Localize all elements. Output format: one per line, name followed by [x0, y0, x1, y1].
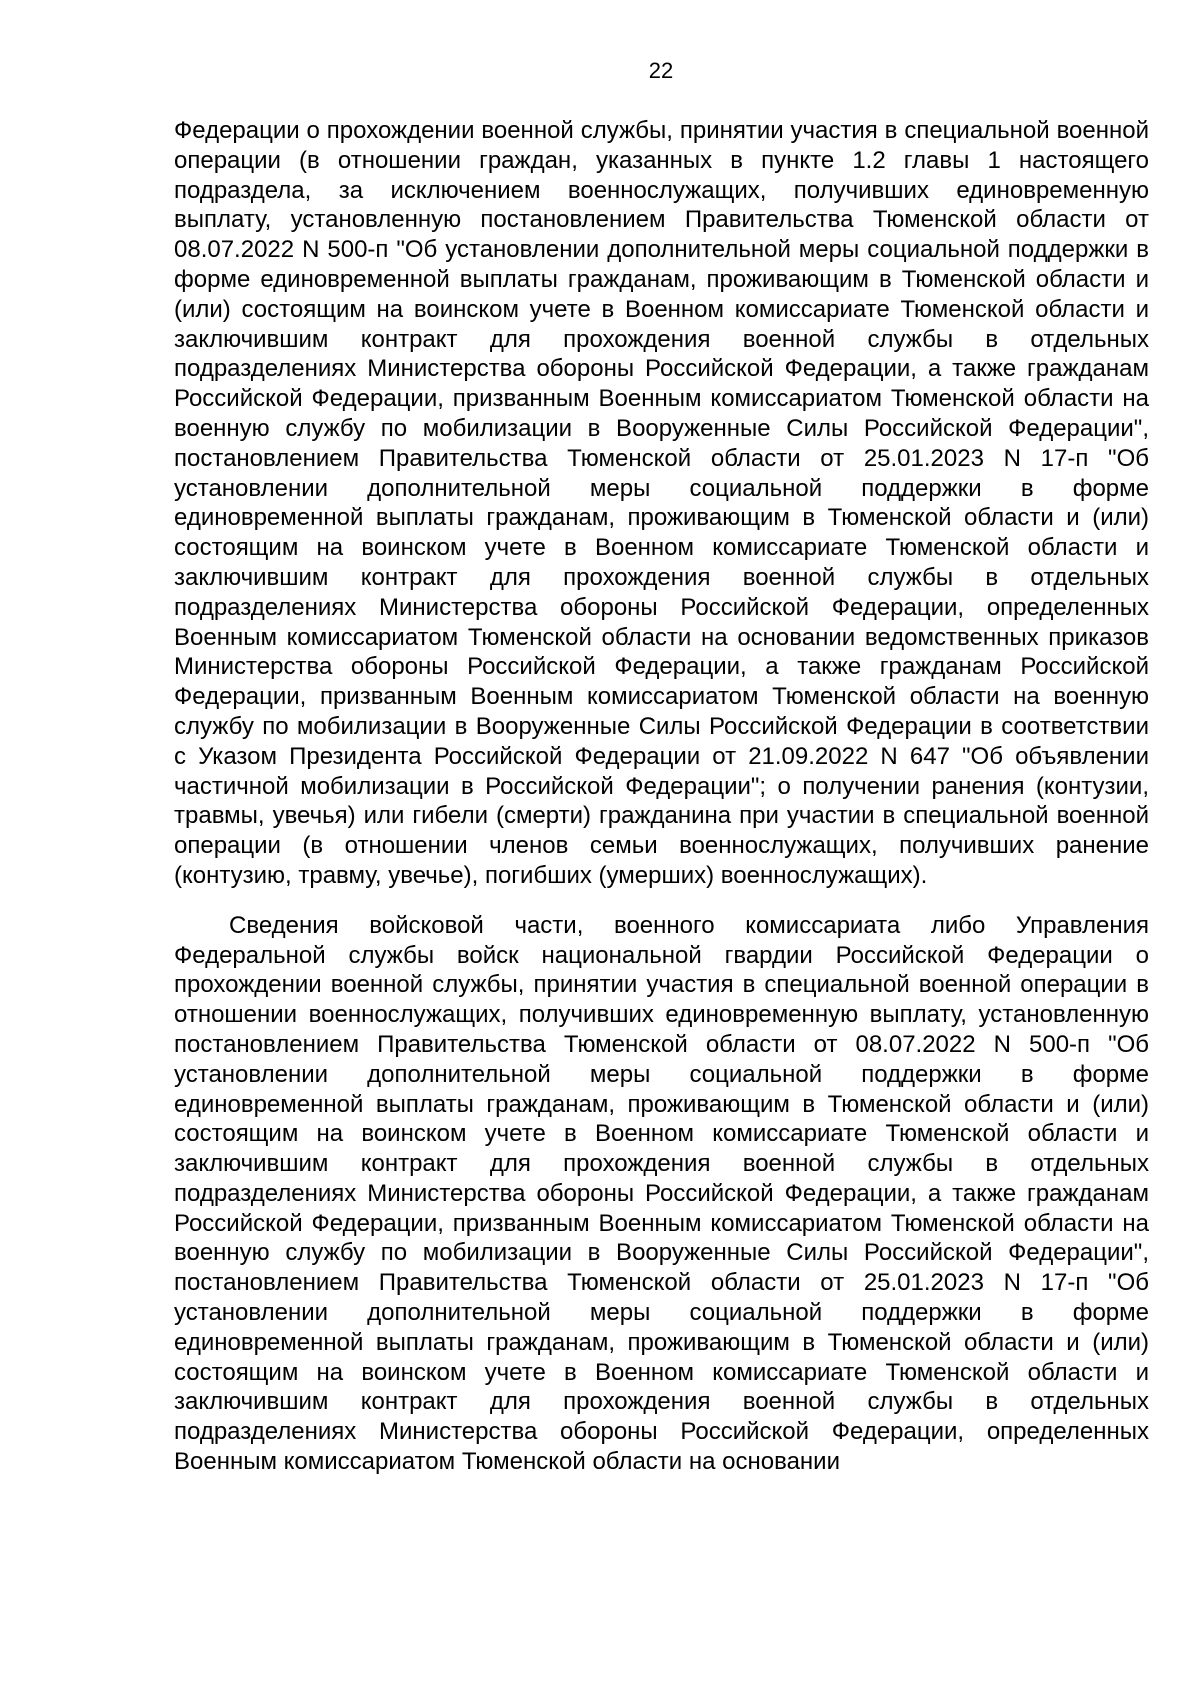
page-number: 22: [648, 58, 674, 83]
paragraph-continuation: Федерации о прохождении военной службы, принятии участия в специальной военной операции (в отношении граждан, указанных в пункте 1.2 главы 1 настоящего подраздела, за исключением военнослужащих, получивших единовременную выплату, установленную постановлением Правительства Тюменской области от 08.07.2022 N 500-п "Об установлении дополнительной меры социальной поддержки в форме единовременной выплаты гражданам, проживающим в Тюменской области и (или) состоящим на воинском учете в Военном комиссариате Тюменской области и заключившим контракт для прохождения военной службы в отдельных подразделениях Министерства обороны Российской Федерации, а также гражданам Российской Федерации, призванным Военным комиссариатом Тюменской области на военную службу по мобилизации в Вооруженные Силы Российской Федерации", постановлением Правительства Тюменской области от 25.01.2023 N 17-п "Об установлении дополнительной меры социальной поддержки в форме единовременной выплаты гражданам, проживающим в Тюменской области и (или) состоящим на воинском учете в Военном комиссариате Тюменской области и заключившим контракт для прохождения военной службы в отдельных подразделениях Министерства обороны Российской Федерации, определенных Военным комиссариатом Тюменской области на основании ведомственных приказов Министерства обороны Российской Федерации, а также гражданам Российской Федерации, призванным Военным комиссариатом Тюменской области на военную службу по мобилизации в Вооруженные Силы Российской Федерации в соответствии с Указом Президента Российской Федерации от 21.09.2022 N 647 "Об объявлении частичной мобилизации в Российской Федерации"; о получении ранения (контузии, травмы, увечья) или гибели (смерти) гражданина при участии в специальной военной операции (в отношении членов семьи военнослужащих, получивших ранение (контузию, травму, увечье), погибших (умерших) военнослужащих).: [174, 117, 1149, 889]
paragraph-military-unit-info: Сведения войсковой части, военного комиссариата либо Управления Федеральной службы войск национальной гвардии Российской Федерации о прохождении военной службы, принятии участия в специальной военной операции в отношении военнослужащих, получивших единовременную выплату, установленную постановлением Правительства Тюменской области от 08.07.2022 N 500-п "Об установлении дополнительной меры социальной поддержки в форме единовременной выплаты гражданам, проживающим в Тюменской области и (или) состоящим на воинском учете в Военном комиссариате Тюменской области и заключившим контракт для прохождения военной службы в отдельных подразделениях Министерства обороны Российской Федерации, а также гражданам Российской Федерации, призванным Военным комиссариатом Тюменской области на военную службу по мобилизации в Вооруженные Силы Российской Федерации", постановлением Правительства Тюменской области от 25.01.2023 N 17-п "Об установлении дополнительной меры социальной поддержки в форме единовременной выплаты гражданам, проживающим в Тюменской области и (или) состоящим на воинском учете в Военном комиссариате Тюменской области и заключившим контракт для прохождения военной службы в отдельных подразделениях Министерства обороны Российской Федерации, определенных Военным комиссариатом Тюменской области на основании: [174, 911, 1149, 1476]
document-body: [174, 116, 1149, 1477]
